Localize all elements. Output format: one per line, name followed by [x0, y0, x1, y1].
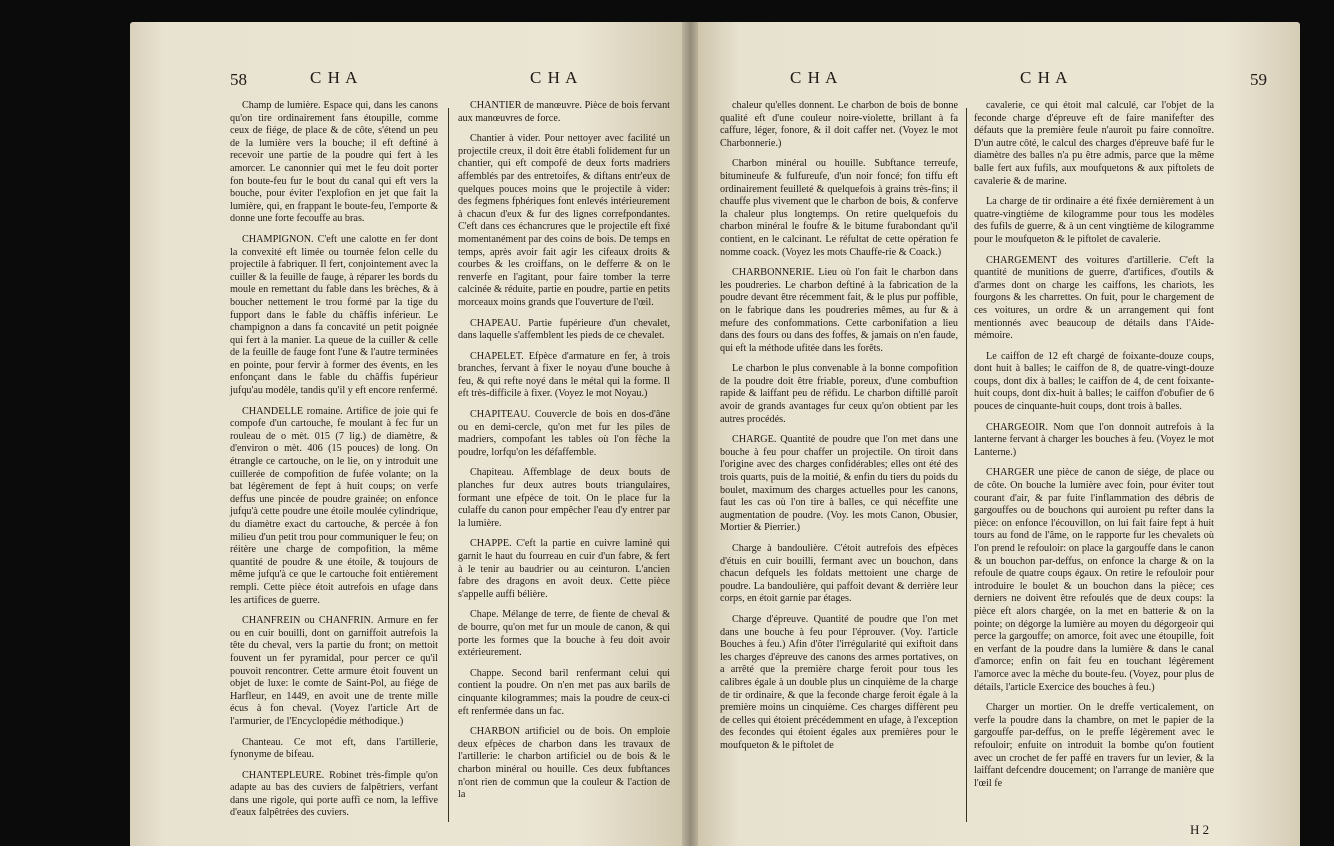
dictionary-entry: Chappe. Second baril renfermant celui qui contient la poudre. On n'en met pas aux barils de cinquante kilogrammes; mais la poudre de ceux-ci eft renfermée dans un fac.	[458, 667, 670, 717]
dictionary-entry: Le charbon le plus convenable à la bonne compofition de la poudre doit être friable, poreux, d'une combuftion rapide & laiffant peu de réfidu. Le charbon diftillé paroît avoir de grands avantages fur ceux qu'on obtient par les autres procédés.	[720, 363, 958, 425]
dictionary-entry: CHANDELLE romaine. Artifice de joie qui fe compofe d'un cartouche, fe moulant à fec fur un rouleau de o mèt. 015 (7 lig.) de diamètre, & d'environ o mèt. 406 (15 pouces) de long. On étrangle ce cartouche, on le lie, on y introduit une cuillerée de compofition de fufée volante; on la bat légèrement de fept à huit coups; on verfe deffus une pincée de poudre grainée; on enfonce jufqu'à cette poudre une étoile moulée cylindrique, du diamètre exact du cartouche, & percée à fon milieu d'un petit trou pour communiquer le feu; on réitère une charge de compofition, la même quantité de poudre & une étoile, & toujours de même jufqu'à ce que le cartouche foit entièrement rempli. Cette pièce étoit autrefois en ufage dans les artifices de guerre.	[230, 405, 438, 606]
dictionary-entry: Charger un mortier. On le dreffe verticalement, on verfe la poudre dans la chambre, on met le papier de la gargouffe par-deffus, on le preffe légèrement avec le refouloir; enfuite on introduit la bombe qu'on foutient avec un crochet de fer paffé en travers fur un levier, & la laiffant defcendre doucement; on l'arrange de manière que l'œil fe	[974, 702, 1214, 789]
dictionary-entry: Chanteau. Ce mot eft, dans l'artillerie, fynonyme de bifeau.	[230, 736, 438, 761]
dictionary-entry: Chapiteau. Affemblage de deux bouts de planches fur deux autres bouts triangulaires, formant une efpèce de toit. On le place fur la culaffe du canon pour empêcher l'eau d'y entrer par la lumière.	[458, 467, 670, 529]
page-number-right: 59	[1250, 70, 1267, 89]
dictionary-entry: CHANFREIN ou CHANFRIN. Armure en fer ou en cuir bouilli, dont on garniffoit autrefois la tête du cheval, vers la partie du front; on mettoit fouvent un fer pyramidal, pour percer ce qu'il pouvoit rencontrer. Cette armure étoit fouvent un objet de luxe: le comte de Saint-Pol, au fiége de Harfleur, en 1449, en avoit une de trente mille écus à fon cheval. (Voyez l'article Art de l'armurier, de l'Encyclopédie méthodique.)	[230, 615, 438, 727]
running-head-right-2: C H A	[1020, 68, 1069, 87]
page-number-left: 58	[230, 70, 247, 89]
left-page-column-1	[230, 100, 438, 828]
dictionary-entry: CHANTIER de manœuvre. Pièce de bois fervant aux manœuvres de force.	[458, 100, 670, 124]
dictionary-entry: CHAMPIGNON. C'eft une calotte en fer dont la convexité eft limée ou tournée felon celle du projectile à fabriquer. Il fert, conjointement avec la cuiller & la feuille de fauge, à réparer les bords du moule en remettant du fable dans les brèches, & à boucher nettement le trou formé par la tige du fupport dans le fable du châffis inférieur. Le champignon a dans fa concavité un petit poignée qui fert à la manier. La queue de la cuiller & celle de la feuille de fauge font l'une & l'autre terminées en pointe, pour fervir à former des évents, en les enfonçant dans le fable du châffis fupérieur jufqu'au modèle, tandis qu'il y eft encore renfermé.	[230, 233, 438, 397]
dictionary-entry: Chape. Mélange de terre, de fiente de cheval & de bourre, qu'on met fur un moule de canon, & qui porte les formes que la bouche à feu doit avoir extérieurement.	[458, 609, 670, 659]
signature-mark: H 2	[1190, 822, 1210, 837]
dictionary-entry: CHANTEPLEURE. Robinet très-fimple qu'on adapte au bas des cuviers de falpêtriers, verfant dans une rigole, qui porte auffi ce nom, la leffive d'eaux falpêtrées des cuviers.	[230, 769, 438, 819]
right-page-column-2	[974, 100, 1214, 798]
dictionary-entry: CHARGEOIR. Nom que l'on donnoit autrefois à la lanterne fervant à charger les bouches à feu. (Voyez le mot Lanterne.)	[974, 421, 1214, 458]
dictionary-entry: Charge d'épreuve. Quantité de poudre que l'on met dans une bouche à feu pour l'éprouver. (Voy. l'article Bouches à feu.) Afin d'ôter l'irrégularité qui exiftoit dans les charges d'épreuve des canons des armes portatives, on a arrêté que la première charge feroit pour tous les calibres égale à un double plus un cinquième de la charge de tir ordinaire, & que la feconde charge feroit égale à la première moins un cinquième. Ces charges diffèrent peu de celles qui étoient précédemment en ufage, à l'exception des fecondes qui étoient égales aux premières pour le moufqueton & le piftolet de	[720, 613, 958, 751]
dictionary-entry: CHAPELET. Efpèce d'armature en fer, à trois branches, fervant à fixer le noyau d'une bouche à feu, & qui refte noyé dans le métal qui la forme. Il eft très-difficile à fixer. (Voyez le mot Noyau.)	[458, 350, 670, 400]
running-head-left-1: C H A	[310, 68, 359, 87]
book-gutter	[682, 22, 698, 846]
left-page-column-2	[458, 100, 670, 810]
dictionary-entry: CHARGEMENT des voitures d'artillerie. C'eft la quantité de munitions de guerre, d'artifices, d'outils & d'armes dont on charge les caiffons, les chariots, les fourgons & les charrettes. On fuit, pour le chargement de ces voitures, un ordre & un arrangement qui font mentionnés avec beaucoup de détails dans l'Aide-mémoire.	[974, 254, 1214, 342]
dictionary-entry: CHAPEAU. Partie fupérieure d'un chevalet, dans laquelle s'affemblent les pieds de ce chevalet.	[458, 317, 670, 342]
dictionary-entry: CHAPITEAU. Couvercle de bois en dos-d'âne ou en demi-cercle, qu'on met fur les piles de madriers, compofant les tables où l'on fèche la poudre, lorfqu'on les défaffemble.	[458, 409, 670, 458]
running-head-right-1: C H A	[790, 68, 839, 87]
right-page	[690, 22, 1300, 846]
column-divider	[966, 108, 967, 822]
dictionary-entry: Charge à bandoulière. C'étoit autrefois des efpèces d'étuis en cuir bouilli, fermant avec un bouchon, dans chacun defquels les foldats mettoient une charge de poudre. La bandoulière, qui paffoit devant & derrière leur corps, en étoit garnie par étages.	[720, 543, 958, 605]
dictionary-entry: Charbon minéral ou houille. Subftance terreufe, bitumineufe & fulfureufe, d'un noir foncé; fon tiffu eft ordinairement feuilleté & quelquefois à grains très-fins; il chauffe plus vivement que le charbon de bois, & conferve la chaleur plus longtemps. On retire quelquefois du charbon minéral le foufre & le bitume furabondant qu'il contient, en le calcinant. Le réfultat de cette opération fe nomme coack. (Voyez les mots Chauffe-rie & Coack.)	[720, 158, 958, 258]
dictionary-entry: Champ de lumière. Espace qui, dans les canons qu'on tire ordinairement fans étoupille, comme ceux de fiége, de place & de côte, s'étend un peu de la lumière vers la bouche; il eft deftiné à recevoir une partie de la poudre qui fert à les amorcer. Le canonnier qui met le feu doit porter fon boute-feu fur le bout du canal qui eft vers la bouche, pour éviter l'explofion en jet que fait la lumière, qui, en frappant le boute-feu, l'emporte & donne une forte fecouffe au bras.	[230, 100, 438, 225]
running-head-left-2: C H A	[530, 68, 579, 87]
dictionary-entry: Le caiffon de 12 eft chargé de foixante-douze coups, dont huit à balles; le caiffon de 8, de quatre-vingt-douze coups, dont dix à balles; le caiffon de 4, de cent foixante-huit coups, dont dix-huit à balles; le caiffon d'obufier de 6 pouces de cinquante-huit coups, dont trois à balles.	[974, 350, 1214, 413]
dictionary-entry: CHARBONNERIE. Lieu où l'on fait le charbon dans les poudreries. Le charbon deftiné à la fabrication de la poudre devant être récemment fait, & le plus pur poffible, on le fabrique dans les poudreries mêmes, au fur & à mefure des confommations. Cette carbonifation a lieu dans des fours ou dans des foffes, & jamais on n'en faude, qui eft la méthode ufitée dans les forêts.	[720, 267, 958, 354]
column-divider	[448, 108, 449, 822]
dictionary-entry: cavalerie, ce qui étoit mal calculé, car l'objet de la feconde charge d'épreuve eft de faire manifefter des défauts que la première feule n'auroit pu faire connoître. D'un autre côté, le calcul des charges d'épreuve bafé fur le diamètre des balles n'a pu être admis, parce que la même balle fert aux fufils, aux moufquetons & aux piftolets de cavalerie & de marine.	[974, 100, 1214, 187]
dictionary-entry: chaleur qu'elles donnent. Le charbon de bois de bonne qualité eft d'une couleur noire-violette, brillant à fa caffure, léger, fonore, & il doit caffer net. (Voyez le mot Charbonnerie.)	[720, 100, 958, 149]
left-page	[130, 22, 690, 846]
dictionary-entry: La charge de tir ordinaire a été fixée dernièrement à un quatre-vingtième de kilogramme pour tous les modèles des fufils de guerre, & à un cent vingtième de kilogramme pour le moufqueton & le piftolet de cavalerie.	[974, 196, 1214, 245]
dictionary-entry: CHARBON artificiel ou de bois. On emploie deux efpèces de charbon dans les travaux de l'artillerie: le charbon artificiel ou de bois & le charbon minéral ou houille. Ces deux fubftances n'ont rien de commun que la couleur & l'action de la	[458, 726, 670, 801]
dictionary-entry: CHAPPE. C'eft la partie en cuivre laminé qui garnit le haut du fourreau en cuir d'un fabre, & fert à le tenir au baudrier ou au ceinturon. L'ancien fabre des dragons en avoit deux. Cette pièce s'appelle auffi bélière.	[458, 538, 670, 600]
right-page-column-1	[720, 100, 958, 761]
book-spread	[130, 22, 1300, 846]
dictionary-entry: Chantier à vider. Pour nettoyer avec facilité un projectile creux, il doit être établi folidement fur un chantier, qui eft compofé de deux forts madriers affemblés par des entretoifes, & diftans entr'eux de quelques pouces moins que le projectile à vider: des fegmens fphériques font enlevés intérieurement à chacun d'eux & fur des lignes correfpondantes. C'eft dans ces échancrures que le projectile eft fixé momentanément par des coins de bois. De temps en temps, après avoir fait agir les cifeaux droits & courbes & les croiffans, on le defferre & on le renverfe en l'agitant, pour faire tomber la terre calcinée & réduite, partie en poudre, partie en petits morceaux moins grands que l'ouverture de l'œil.	[458, 133, 670, 308]
dictionary-entry: CHARGER une pièce de canon de siége, de place ou de côte. On bouche la lumière avec foin, pour éviter tout courant d'air, & par fuite l'inflammation des débris de gargouffes ou de bouchons qui auroient pu refter dans la pièce: on enfonce l'écouvillon, on lui fait faire fept à huit tours au fond de l'âme, on le rapporte fur les chevalets où l'on prend le refouloir: on place la gargouffe dans le canon & un bouchon par-deffus, on enfonce la charge & on la refoule de quatre coups égaux. On retire le refouloir pour introduire le boulet & un bouchon dans la pièce; ces derniers ne doivent être refoulés que de deux coups: la pièce eft alors chargée, on la met en batterie & on la pointe; on dégorge la lumière au moyen du dégorgeoir qui perce la gargouffe; on amorce, foit avec une étoupille, foit en verfant de la poudre dans la lumière & dans le canal d'amorce; enfin on fait feu en touchant légèrement l'amorce avec la mèche du boute-feu. (Voyez, pour plus de détails, l'article Exercice des bouches à feu.)	[974, 467, 1214, 693]
dictionary-entry: CHARGE. Quantité de poudre que l'on met dans une bouche à feu pour chaffer un projectile. On tiroit dans l'origine avec des charges confidérables; elles ont été des trois quarts, puis de la moitié, & enfin du tiers du poids du boulet, maximum des charges actuelles pour les canons, faut les cas où l'on tire à balles, ce qui néceffite une augmentation de poudre. (Voy. les mots Canon, Obusier, Mortier & Pierrier.)	[720, 434, 958, 534]
